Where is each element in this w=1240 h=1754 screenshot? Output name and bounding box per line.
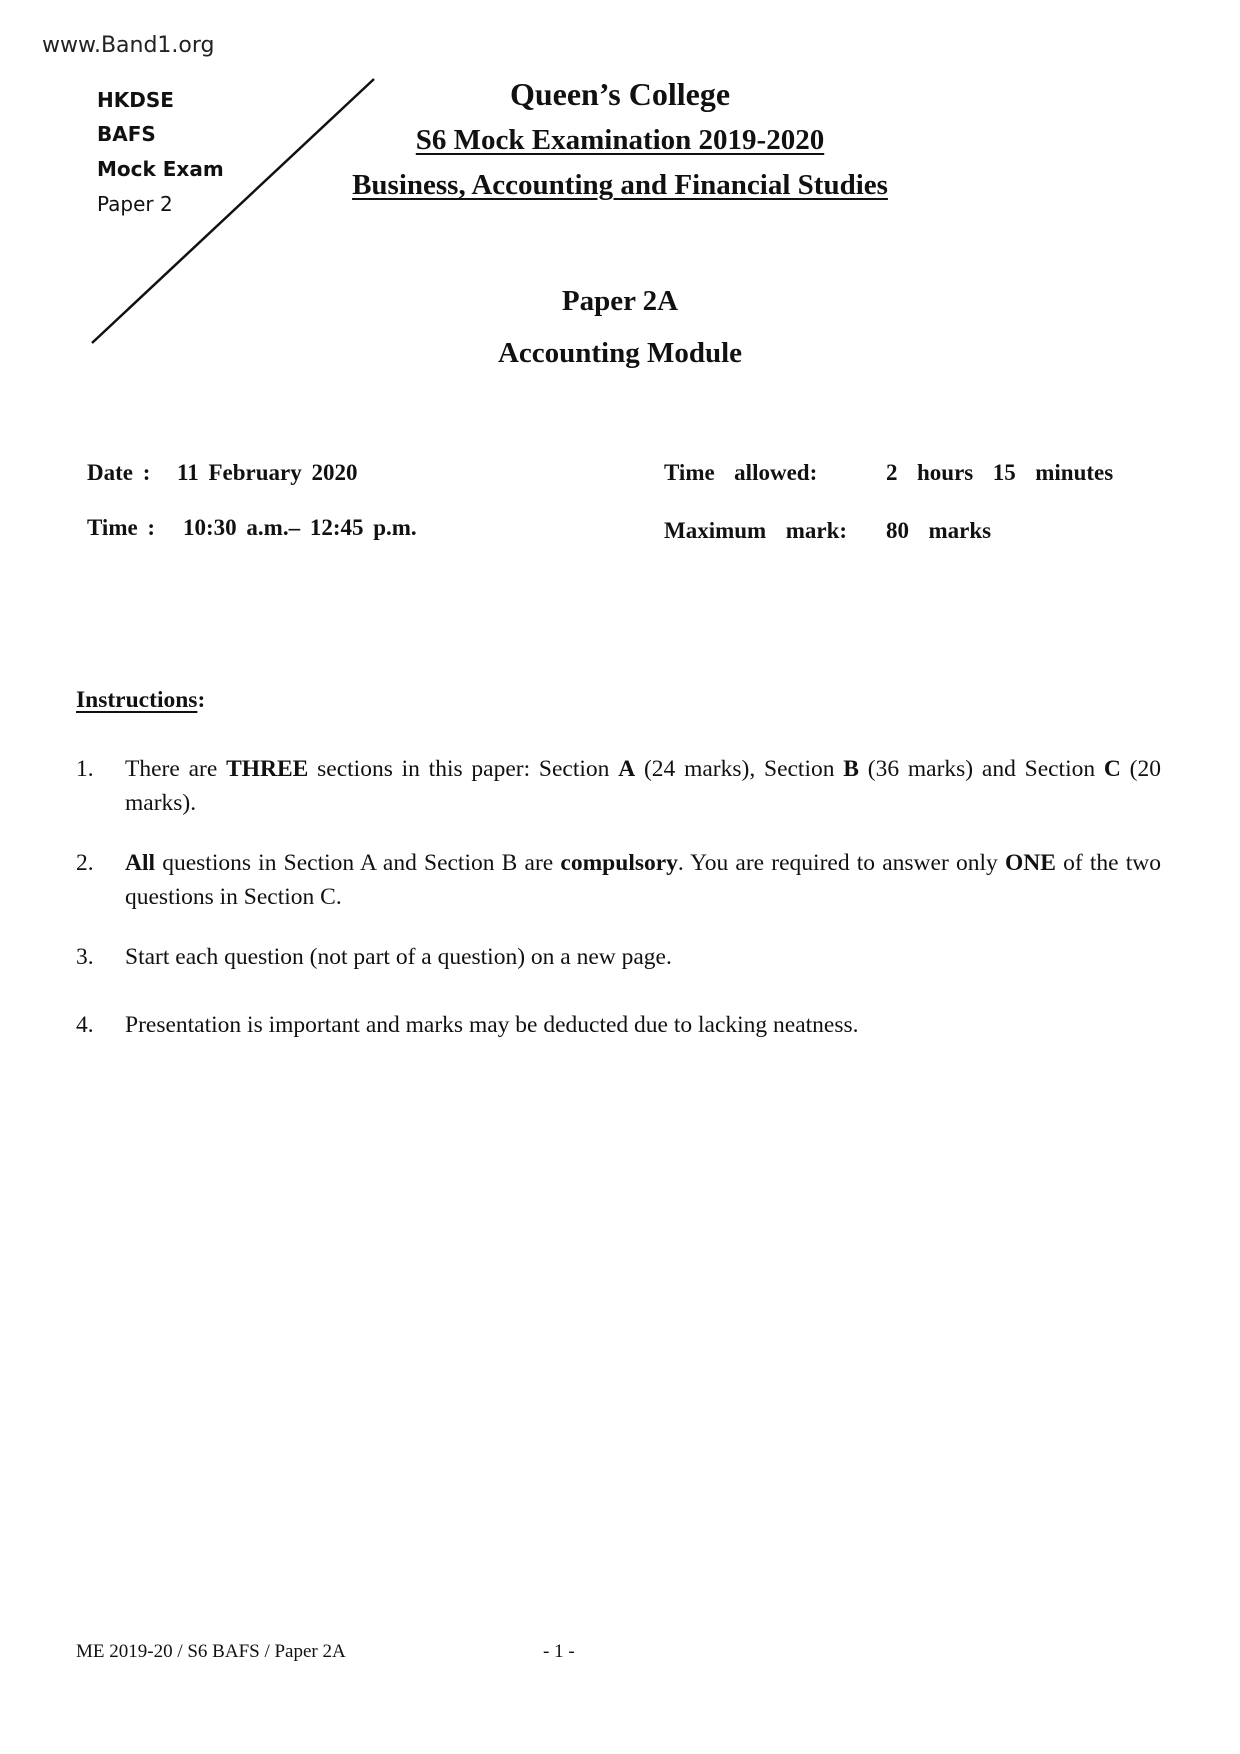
time-allowed-value: 2 hours 15 minutes: [886, 460, 1114, 485]
watermark: www.Band1.org: [42, 33, 215, 58]
instruction-item-1: There are THREE sections in this paper: Section A (24 marks), Section B (36 marks) and Section C (20 marks).: [125, 756, 1162, 816]
instruction-item-3: Start each question (not part of a question) on a new page.: [125, 944, 672, 970]
time-value: 10:30 a.m.– 12:45 p.m.: [183, 515, 417, 540]
subject-title: Business, Accounting and Financial Studies: [352, 169, 888, 201]
footer-reference: ME 2019-20 / S6 BAFS / Paper 2A: [76, 1641, 346, 1662]
page-number: - 1 -: [543, 1641, 575, 1662]
instruction-item-4: Presentation is important and marks may be deducted due to lacking neatness.: [125, 1012, 859, 1038]
paper-title: Paper 2A: [561, 285, 679, 317]
date-value: 11 February 2020: [177, 460, 358, 485]
item-number: 2.: [76, 850, 94, 876]
instruction-item-2: All questions in Section A and Section B are compulsory. You are required to answer only ONE of the two questions in Section C.: [125, 850, 1161, 910]
item-number: 4.: [76, 1012, 94, 1038]
side-label-bafs: BAFS: [97, 122, 156, 146]
max-mark-value: 80 marks: [886, 518, 992, 543]
side-label-hkdse: HKDSE: [97, 88, 174, 112]
time-allowed-label: Time allowed:: [664, 460, 818, 485]
item-number: 3.: [76, 944, 94, 970]
school-name: Queen’s College: [509, 76, 731, 112]
max-mark-label: Maximum mark:: [664, 518, 848, 543]
side-label-paper: Paper 2: [97, 192, 173, 216]
module-title: Accounting Module: [497, 337, 743, 369]
exam-title: S6 Mock Examination 2019-2020: [415, 124, 825, 156]
side-label-mock-exam: Mock Exam: [97, 157, 224, 181]
date-label: Date :: [87, 460, 151, 485]
time-label: Time :: [87, 515, 156, 540]
instructions-heading: Instructions:: [76, 687, 206, 713]
item-number: 1.: [76, 756, 94, 782]
